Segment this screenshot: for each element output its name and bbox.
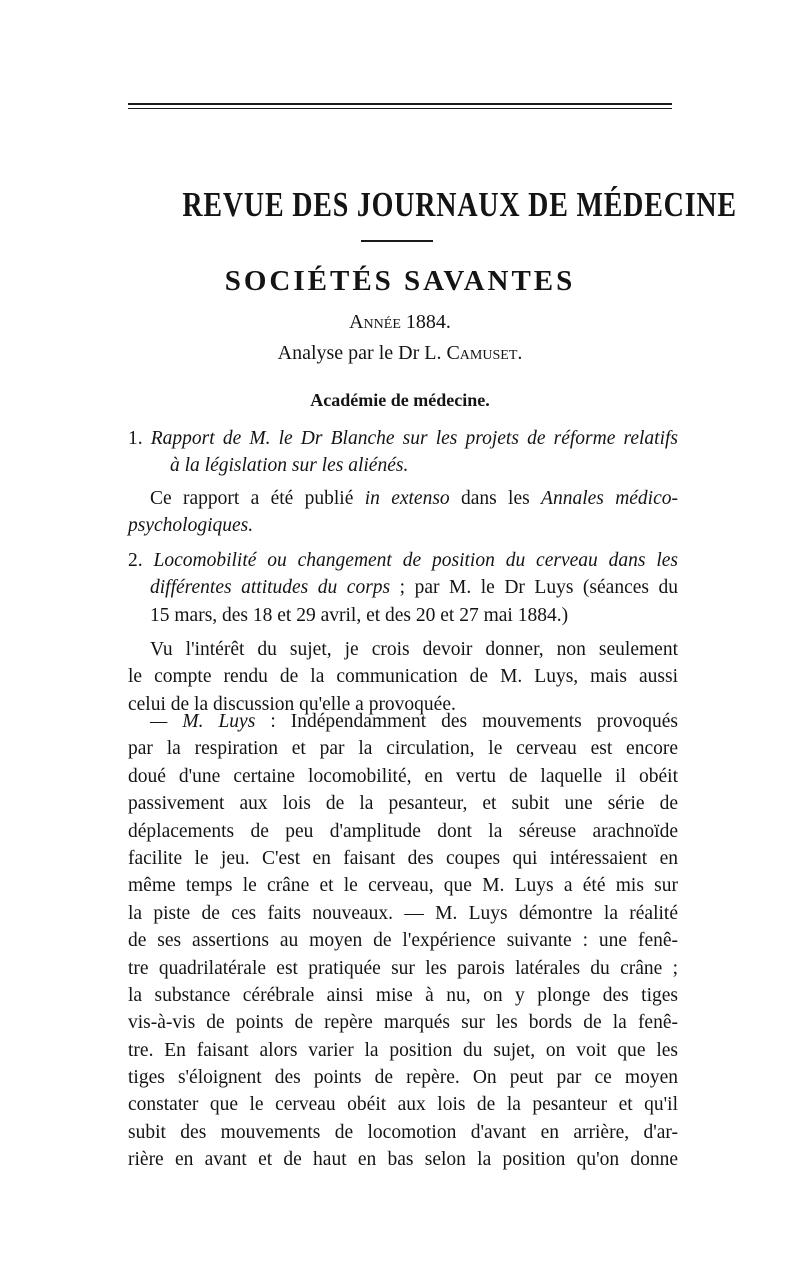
academy-heading: Académie de médecine. xyxy=(310,390,490,410)
item-1 xyxy=(128,425,678,480)
item-2-title-line-2-rest: ; par M. le Dr Luys (séances du xyxy=(390,577,678,599)
paragraph-1-line: celui de la discussion qu'elle a provoquée. xyxy=(128,693,456,715)
paragraph-2-line: constater que le cerveau obéit aux lois de la pesanteur et qu'il xyxy=(128,1094,678,1116)
top-rule-thick xyxy=(128,103,672,105)
report-note-text-a: Ce rapport a été publié xyxy=(150,488,365,509)
paragraph-2-line: tre quadrilatérale est pratiquée sur les parois latérales du crâne ; xyxy=(128,957,678,979)
year-value: 1884. xyxy=(405,311,451,333)
paragraph-2-line: même temps le crâne et le cerveau, que M. Luys a été mis sur xyxy=(128,875,678,897)
analyst-name: L. Camuset. xyxy=(424,342,523,364)
paragraph-1 xyxy=(128,636,678,718)
year-label: Année xyxy=(349,311,401,333)
item-2-title-line-2: différentes attitudes du corps xyxy=(150,577,391,599)
paragraph-2-line: par la respiration et par la circulation, le cerveau est encore xyxy=(128,738,678,760)
report-note-psychologiques: psychologiques. xyxy=(128,515,254,537)
paragraph-2 xyxy=(128,708,678,1174)
top-rule-thin xyxy=(128,108,672,109)
analyst-prefix: Analyse par le Dr xyxy=(277,342,420,364)
item-2-title-line-3: 15 mars, des 18 et 29 avril, et des 20 et 27 mai 1884.) xyxy=(150,604,569,626)
item-2-line-1 xyxy=(128,547,678,574)
report-note xyxy=(128,485,678,540)
paragraph-2-line: doué d'une certaine locomobilité, en vertu de laquelle il obéit xyxy=(128,765,678,787)
item-2 xyxy=(128,547,678,629)
report-note-line-1 xyxy=(128,485,678,512)
paragraph-2-line: de ses assertions au moyen de l'expérience suivante : une fenê- xyxy=(128,930,678,952)
item-1-line-2 xyxy=(128,452,678,479)
paragraph-2-speaker: — M. Luys xyxy=(150,711,256,732)
report-note-line-2 xyxy=(128,512,678,539)
paragraph-2-line xyxy=(128,708,678,735)
item-2-line-2 xyxy=(128,574,678,601)
item-2-line-3 xyxy=(128,602,678,629)
report-note-text-c: dans les xyxy=(449,488,542,509)
paragraph-2-line: la substance cérébrale ainsi mise à nu, on y plonge des tiges xyxy=(128,984,678,1006)
paragraph-2-line-text: : Indépendamment des mouvements provoqués xyxy=(255,711,679,732)
report-note-annales: Annales médico- xyxy=(541,488,678,509)
paragraph-1-line: Vu l'intérêt du sujet, je crois devoir donner, non seulement xyxy=(150,639,678,660)
paragraph-2-line: vis-à-vis de points de repère marqués sur les bords de la fenê- xyxy=(128,1012,678,1034)
paragraph-2-line: subit des mouvements de locomotion d'avant en arrière, d'ar- xyxy=(128,1121,678,1143)
year-line xyxy=(128,311,672,334)
paragraph-2-line: rière en avant et de haut en bas selon la position qu'on donne xyxy=(128,1149,678,1171)
item-1-number: 1. xyxy=(128,428,143,449)
report-note-in-extenso: in extenso xyxy=(364,488,450,509)
paragraph-2-line: déplacements de peu d'amplitude dont la séreuse arachnoïde xyxy=(128,820,678,842)
item-1-title-line-1: Rapport de M. le Dr Blanche sur les projets de réforme relatifs xyxy=(150,428,679,449)
paragraph-2-line: tiges s'éloignent des points de repère. On peut par ce moyen xyxy=(128,1067,678,1089)
title-divider xyxy=(361,240,433,242)
item-1-line-1 xyxy=(128,425,678,452)
analyst-line xyxy=(128,342,672,365)
paragraph-2-line: facilite le jeu. C'est en faisant des coupes qui intéressaient en xyxy=(128,847,678,869)
item-2-title-line-1: Locomobilité ou changement de position du cerveau dans les xyxy=(153,550,678,571)
paragraph-2-line: tre. En faisant alors varier la position du sujet, on voit que les xyxy=(128,1039,678,1061)
paragraph-1-line: le compte rendu de la communication de M. Luys, mais aussi xyxy=(128,666,678,688)
item-2-number: 2. xyxy=(128,550,143,571)
paragraph-2-line: passivement aux lois de la pesanteur, et subit une série de xyxy=(128,793,678,815)
journal-title: REVUE DES JOURNAUX DE MÉDECINE xyxy=(182,185,737,224)
section-title: SOCIÉTÉS SAVANTES xyxy=(224,265,576,297)
item-1-title-line-2: à la législation sur les aliénés. xyxy=(170,455,409,477)
paragraph-2-line: la piste de ces faits nouveaux. — M. Luys démontre la réalité xyxy=(128,902,678,924)
